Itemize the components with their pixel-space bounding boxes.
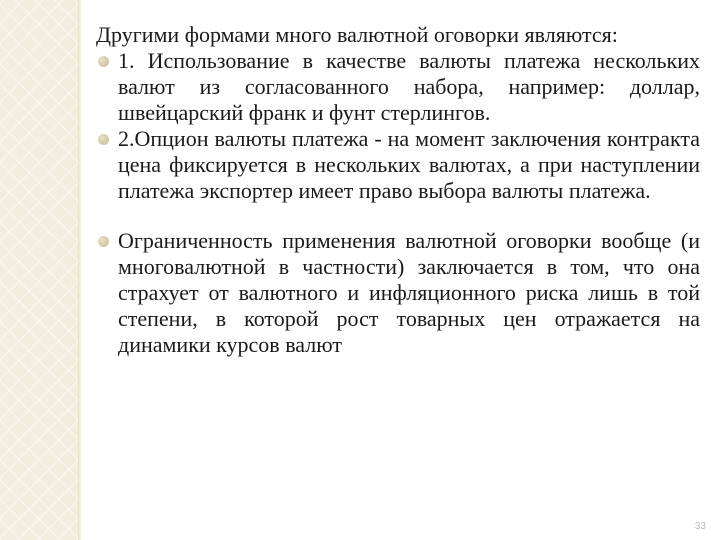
bullet-text: 1. Использование в качестве валюты платежа нескольких валют из согласованного набора, например: доллар, швейцарский франк и фунт стерлингов.	[118, 48, 700, 125]
bullet-text: 2.Опцион валюты платежа - на момент заключения контракта цена фиксируется в нескольких валютах, а при наступлении платежа экспортер имеет право выбора валюты платежа.	[118, 126, 700, 203]
decorative-side-band	[0, 0, 78, 540]
intro-text: Другими формами много валютной оговорки являются:	[96, 22, 618, 47]
bullet-item-1	[96, 48, 700, 126]
paragraph-spacer	[96, 204, 700, 228]
slide-body	[96, 22, 700, 358]
bullet-dot-icon	[98, 134, 109, 145]
page-number: 33	[694, 521, 706, 532]
bullet-item-3	[96, 228, 700, 358]
bullet-item-2	[96, 126, 700, 204]
bullet-dot-icon	[98, 56, 109, 67]
bullet-text: Ограниченность применения валютной оговорки вообще (и многовалютной в частности) заключается в том, что она страхует от валютного и инфляционного риска лишь в той степени, в которой рост товарных цен отражается на динамики курсов валют	[118, 228, 700, 357]
bullet-dot-icon	[98, 236, 109, 247]
side-band-edge	[78, 0, 82, 540]
